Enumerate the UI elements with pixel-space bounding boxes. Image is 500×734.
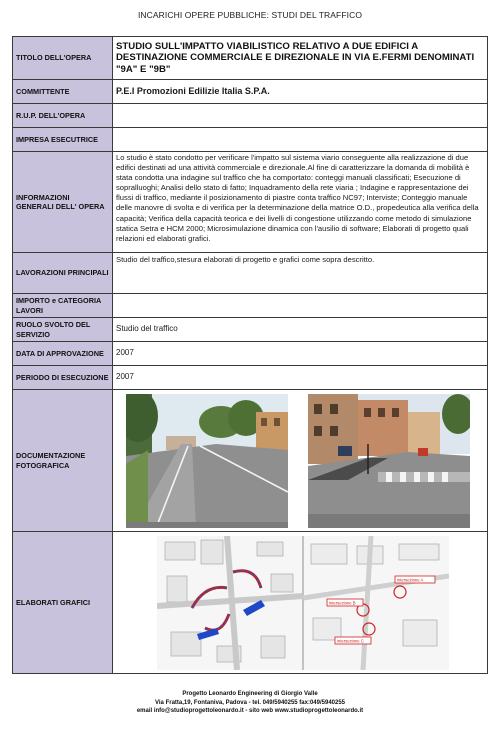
row-periodo: [13, 366, 488, 390]
page-header: INCARICHI OPERE PUBBLICHE: STUDI DEL TRAFFICO: [137, 10, 363, 20]
value-periodo: 2007: [113, 366, 488, 390]
footer-company: Progetto Leonardo Engineering di Giorgio Valle: [182, 691, 318, 697]
label-rup: R.U.P. DELL'OPERA: [13, 104, 113, 128]
row-lavorazioni: [13, 253, 488, 294]
row-documentazione: [13, 390, 488, 532]
row-data: [13, 342, 488, 366]
project-sheet: [12, 36, 488, 674]
street-photo-2: [308, 394, 470, 528]
value-rup: [113, 104, 488, 128]
value-data: 2007: [113, 342, 488, 366]
label-committente: COMMITTENTE: [13, 80, 113, 104]
row-importo: [13, 294, 488, 318]
value-committente: P.E.I Promozioni Edilizie Italia S.P.A.: [116, 86, 270, 97]
label-titolo: TITOLO DELL'OPERA: [13, 37, 113, 80]
label-ruolo: RUOLO SVOLTO DEL SERVIZIO: [13, 318, 113, 342]
label-documentazione: DOCUMENTAZIONE FOTOGRAFICA: [13, 390, 113, 532]
value-titolo: STUDIO SULL'IMPATTO VIABILISTICO RELATIVO A DUE EDIFICI A DESTINAZIONE COMMERCIALE E DIREZIONALE IN VIA E.FERMI DENOMINATI "9A" E "9B": [116, 40, 475, 75]
value-informazioni: Lo studio è stato condotto per verificare l'impatto sul sistema viario conseguente alla realizzazione di due edifici destinati ad una attività commerciale e direzionale.Al fine di caratterizzare la domanda di mobilità è stata condotta una indagine sul traffico che ha comportato: conteggi manuali classificati; Esecuzione di sopralluoghi; Analisi dello stato di fatto; Inquadramento della rete viaria ; Indagine e rappresentazione dei flussi di traffico, mediante il posizionamento di piastre conta traffico NC97; Interviste; Conteggio manuale delle manovre di svolta e di verifica per la determinazione della matrice O.D., propedeutica alla verifica della capacità; Verifica della capacità teorica e dei livelli di congestione utilizzando come metodo di simulazione statica Setra e HCM 2000; Microsimulazione dinamica con l'ausilio di software; Elaborati di progetto quali relazioni ed elaborati grafici.: [116, 153, 479, 243]
label-periodo: PERIODO DI ESECUZIONE: [13, 366, 113, 390]
label-importo: IMPORTO e CATEGORIA LAVORI: [13, 294, 113, 318]
traffic-map-drawing: [157, 536, 449, 670]
drawing-label-c: intersezione C: [337, 638, 364, 643]
label-lavorazioni: LAVORAZIONI PRINCIPALI: [13, 253, 113, 294]
page-footer: [0, 690, 500, 716]
value-importo: [113, 294, 488, 318]
label-informazioni: INFORMAZIONI GENERALI DELL' OPERA: [13, 152, 113, 253]
footer-contacts: email info@studioprogettoleonardo.it - sito web www.studioprogettoleonardo.it: [136, 708, 364, 715]
label-impresa: IMPRESA ESECUTRICE: [13, 128, 113, 152]
footer-address: Via Fratta,19, Fontaniva, Padova - tel. 049/5940255 fax:049/5940255: [155, 699, 345, 706]
row-titolo: [13, 37, 488, 80]
value-impresa: [113, 128, 488, 152]
label-elaborati: ELABORATI GRAFICI: [13, 532, 113, 674]
row-informazioni: [13, 152, 488, 253]
value-ruolo: Studio del traffico: [113, 318, 488, 342]
row-impresa: [13, 128, 488, 152]
street-photo-1: [126, 394, 288, 528]
row-committente: [13, 80, 488, 104]
value-lavorazioni: Studio del traffico,stesura elaborati di progetto e grafici come sopra descritto.: [116, 255, 375, 264]
drawing-label-b: intersezione B: [329, 600, 356, 605]
row-ruolo: [13, 318, 488, 342]
row-rup: [13, 104, 488, 128]
label-data: DATA DI APPROVAZIONE: [13, 342, 113, 366]
row-elaborati: [13, 532, 488, 674]
drawing-label-a: intersezione A: [397, 577, 424, 582]
